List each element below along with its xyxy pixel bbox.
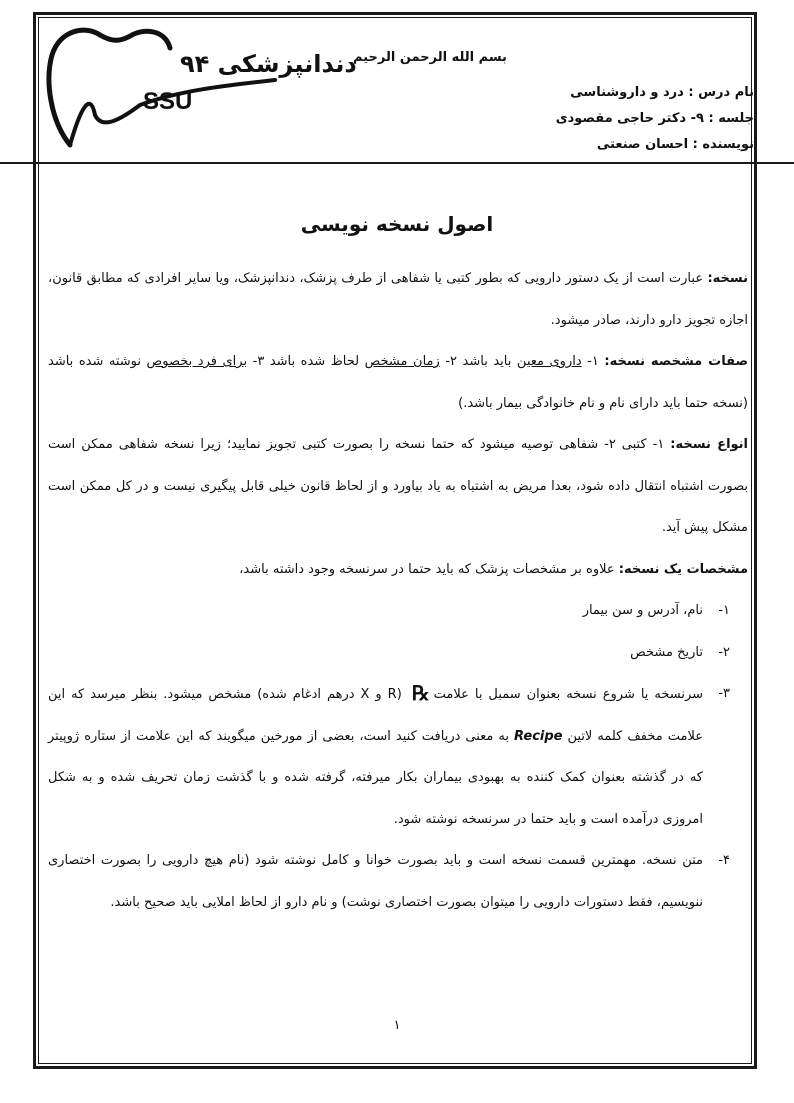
paragraph-text: علاوه بر مشخصات پزشک که باید حتما در سرنسخه وجود داشته باشد،: [239, 561, 619, 577]
paragraph-label: مشخصات یک نسخه:: [618, 561, 748, 577]
paragraph-text: لحاظ شده باشد ۳-: [247, 354, 365, 369]
paragraph-label: نسخه:: [707, 271, 748, 286]
list-item: [48, 590, 748, 632]
list-item-number: ۳-: [718, 686, 730, 701]
logo-abbr: SSU: [143, 88, 193, 115]
paragraph-types: [48, 424, 748, 549]
rx-symbol-icon: ℞: [411, 681, 430, 705]
paragraph-specs: [48, 549, 748, 591]
underlined-term: برای فرد بخصوص: [146, 354, 248, 369]
paragraph-definition: [48, 258, 748, 341]
paragraph-text: نوشته شده باشد (نسخه حتما باید دارای نام و نام خانوادگی بیمار باشد.): [48, 354, 748, 411]
logo-title: دندانپزشکی ۹۴: [180, 50, 357, 78]
basmala: بسم الله الرحمن الرحیم: [353, 50, 507, 65]
list-item-text: نام، آدرس و سن بیمار: [582, 603, 703, 618]
list-item-text: متن نسخه. مهمترین قسمت نسخه است و باید بصورت خوانا و کامل نوشته شود (نام هیچ دارویی را بصورت اختصاری ننویسیم، فقط دستورات دارویی را میتوان بصورت اختصاری نوشت) و نام دارو از لحاظ املایی باید صحیح باشد.: [48, 853, 703, 910]
course-name: نام درس : درد و داروشناسی: [570, 85, 754, 100]
page-number: ۱: [393, 1018, 401, 1033]
paragraph-label: انواع نسخه:: [670, 437, 749, 452]
list-item-text: به معنی دریافت کنید است، بعضی از مورخین میگویند که این علامت از ستاره ژوپیتر که در گذشته بعنوان کمک کننده به بهبودی بیماران بکار میرفته، گرفته شده و با گذشت زمان تحریف شده و به شکل امروزی درآمده است و باید حتما در سرنسخه نوشته شود.: [48, 728, 703, 827]
paragraph-label: صفات مشخصه نسخه:: [604, 354, 749, 369]
document-body: [48, 258, 748, 923]
list-item-text: (R و X درهم ادغام شده) مشخص میشود. بنظر میرسد که این علامت مخفف کلمه لاتین: [48, 687, 703, 744]
paragraph-text: ۱- کتبی ۲- شفاهی توصیه میشود که حتما نسخه را بصورت کتبی تجویز نمایید؛ زیرا نسخه شفاهی ممکن است بصورت اشتباه انتقال داده شود، بعدا مریض به اشتباه به یاد بیاورد و از لحاظ قانون خیلی قابل پیگیری نیست و در کل ممکن است مشکل پیش آید.: [48, 437, 748, 535]
page-title: اصول نسخه نویسی: [300, 212, 494, 236]
list-item: [48, 673, 748, 840]
paragraph-text: عبارت است از یک دستور دارویی که بطور کتبی یا شفاهی از طرف پزشک، دندانپزشک، ویا سایر افرادی که مطابق قانون، اجازه تجویز دارو دارند، صادر میشود.: [48, 271, 748, 328]
underlined-term: داروی معین: [516, 354, 582, 369]
underlined-term: زمان مشخص: [364, 354, 440, 369]
list-item-number: ۲-: [718, 644, 730, 660]
list-item-number: ۴-: [718, 853, 730, 868]
paragraph-characteristics: [48, 341, 748, 424]
document-meta: [556, 80, 754, 158]
list-item-text: سرنسخه یا شروع نسخه بعنوان سمبل با علامت: [433, 687, 704, 702]
header-divider: [0, 162, 794, 164]
list-item-text: تاریخ مشخص: [630, 644, 703, 660]
author-name: نویسنده : احسان صنعتی: [596, 137, 754, 152]
latin-term: Recipe: [514, 728, 563, 744]
paragraph-text: باید باشد ۲-: [439, 354, 517, 369]
list-item-number: ۱-: [718, 603, 730, 618]
session-info: جلسه : ۹- دکتر حاجی مقصودی: [555, 111, 754, 126]
logo: [40, 20, 357, 155]
list-item: [48, 632, 748, 674]
paragraph-text: ۱-: [581, 354, 605, 369]
list-item: [48, 840, 748, 923]
